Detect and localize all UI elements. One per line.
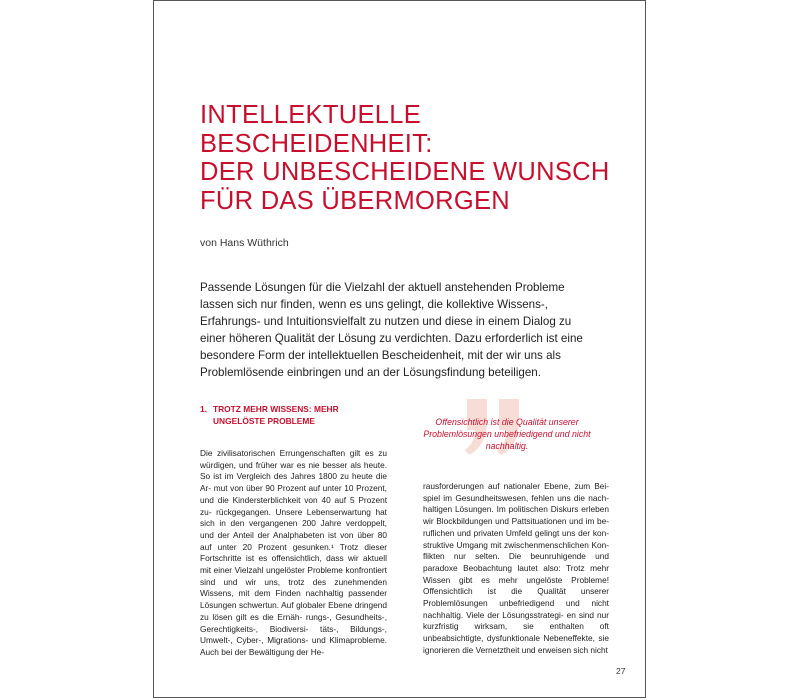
text-line: haltigen Lösungen. Im politischen Diskurs erleben (423, 504, 609, 515)
text-line: es mehr ungelöste Probleme! Offensichtlich ist die (423, 574, 609, 597)
text-line: Beobachtung lautet also: Trotz mehr Wissen gibt (423, 562, 609, 585)
author-byline: von Hans Wüthrich (200, 237, 289, 249)
title-line: INTELLEKTUELLE (200, 101, 422, 129)
text-line: Form der intellektuellen Bescheidenheit, mit der wir uns als (258, 349, 561, 362)
text-line: Klimaprobleme. Auch bei der Bewältigung der He- (200, 635, 387, 657)
text-line: trotz des zunehmenden Wissens, mit dem Finden (200, 576, 388, 599)
text-line: Passende Lösungen für die Vielzahl der aktuell anstehenden (200, 281, 512, 294)
section-heading (200, 404, 390, 428)
text-line: Problemlösende einbringen und an der Lösungsfindung beteiligen. (200, 366, 541, 379)
title-line: BESCHEIDENHEIT: (200, 129, 433, 158)
text-line: täts-, Bildungs-, Umwelt-, Cyber-, Migrations- und (200, 623, 387, 646)
text-line: globaler Ebene dringend zu lösen gilt es die Ernäh- (200, 600, 387, 622)
title-line: FÜR DAS ÜBERMORGEN (200, 186, 511, 215)
title-line: DER UNBESCHEIDENE WUNSCH (200, 158, 610, 186)
text-line: 20 Prozent gesunken.¹ Trotz dieser Fortschritte ist (200, 541, 387, 564)
lead-paragraph (200, 279, 600, 381)
text-line: mut von über 90 Prozent auf unter 10 Prozent, und (200, 483, 387, 505)
text-line: nutzen und diese in einem Dialog zu einer höheren Qualität (200, 315, 572, 345)
text-line: der Lösung zu verdichten. Dazu erforderlich ist eine besondere (200, 332, 583, 362)
text-line: spiel im Gesundheitswesen, fehlen uns die nach- (423, 492, 609, 503)
text-line: struktive Umgang mit zwischenmenschlichen Kon- (423, 539, 609, 550)
text-line: flikten nur selten. Die beunruhigende und paradoxe (423, 551, 609, 573)
text-line: kollektive Wissens-, Erfahrungs- und Intuitionsvielfalt zu (200, 298, 549, 328)
page-number: 27 (616, 666, 626, 676)
text-line: Qualität unserer Problemlösungen unbefriedigend (423, 586, 609, 609)
article-title (200, 101, 630, 215)
text-line: rausforderungen auf nationaler Ebene, zum Bei- (423, 481, 609, 491)
section-number: 1. (200, 404, 207, 414)
text-line: es offensichtlich, dass wir aktuell mit einer Vielzahl (200, 553, 387, 576)
section-heading-line: TROTZ MEHR WISSENS: MEHR (213, 404, 339, 414)
text-line: rückgegangen. Unsere Lebenserwartung hat sich (200, 506, 387, 529)
text-line: rungs-, Gesundheits-, Gerechtigkeits-, Biodiversi- (200, 611, 388, 634)
text-line: ignorieren die Vernetztheit und erweisen sich nicht (423, 644, 608, 655)
document-page (153, 0, 646, 698)
text-line: en sind nur kurzfristig wirksam, sie enthalten oft (423, 609, 609, 632)
text-line: wir Blockbildungen und Pattsituationen und im be- (423, 516, 609, 527)
text-line: in den vergangenen 200 Jahre verdoppelt, und der (200, 518, 387, 540)
body-column-left (200, 448, 387, 659)
text-line: ungelöster Probleme konfrontiert sind und wir uns, (200, 565, 387, 587)
pull-quote: Offensichtlich ist die Qualität unserer Problemlösungen unbefriedigend und nicht nachhaltig. (423, 417, 591, 451)
text-line: Die zivilisatorischen Errungenschaften gilt es zu (200, 448, 387, 458)
text-line: unbeabsichtigte, dysfunktionale Nebeneffekte, sie (423, 633, 609, 644)
text-line: Probleme lassen sich nur finden, wenn es uns gelingt, die (200, 281, 565, 311)
text-line: ruflichen und privaten Umfeld gelingt uns der kon- (423, 527, 609, 538)
text-line: So ist im Vergleich des Jahres 1800 zu heute die Ar- (200, 471, 387, 494)
text-line: Anteil der Analphabeten ist von über 80 auf unter (200, 529, 388, 552)
text-line: und nicht nachhaltig. Viele der Lösungsstrategi- (423, 598, 609, 620)
body-column-right (423, 481, 609, 657)
section-heading-line: UNGELÖSTE PROBLEME (213, 415, 315, 426)
text-line: die Kindersterblichkeit von 40 auf 5 Prozent zu- (200, 494, 387, 517)
text-line: würdigen, und früher war es nie besser als heute. (200, 459, 387, 470)
text-line: nachhaltig passender Lösungen schwertun. Auf (200, 588, 387, 611)
